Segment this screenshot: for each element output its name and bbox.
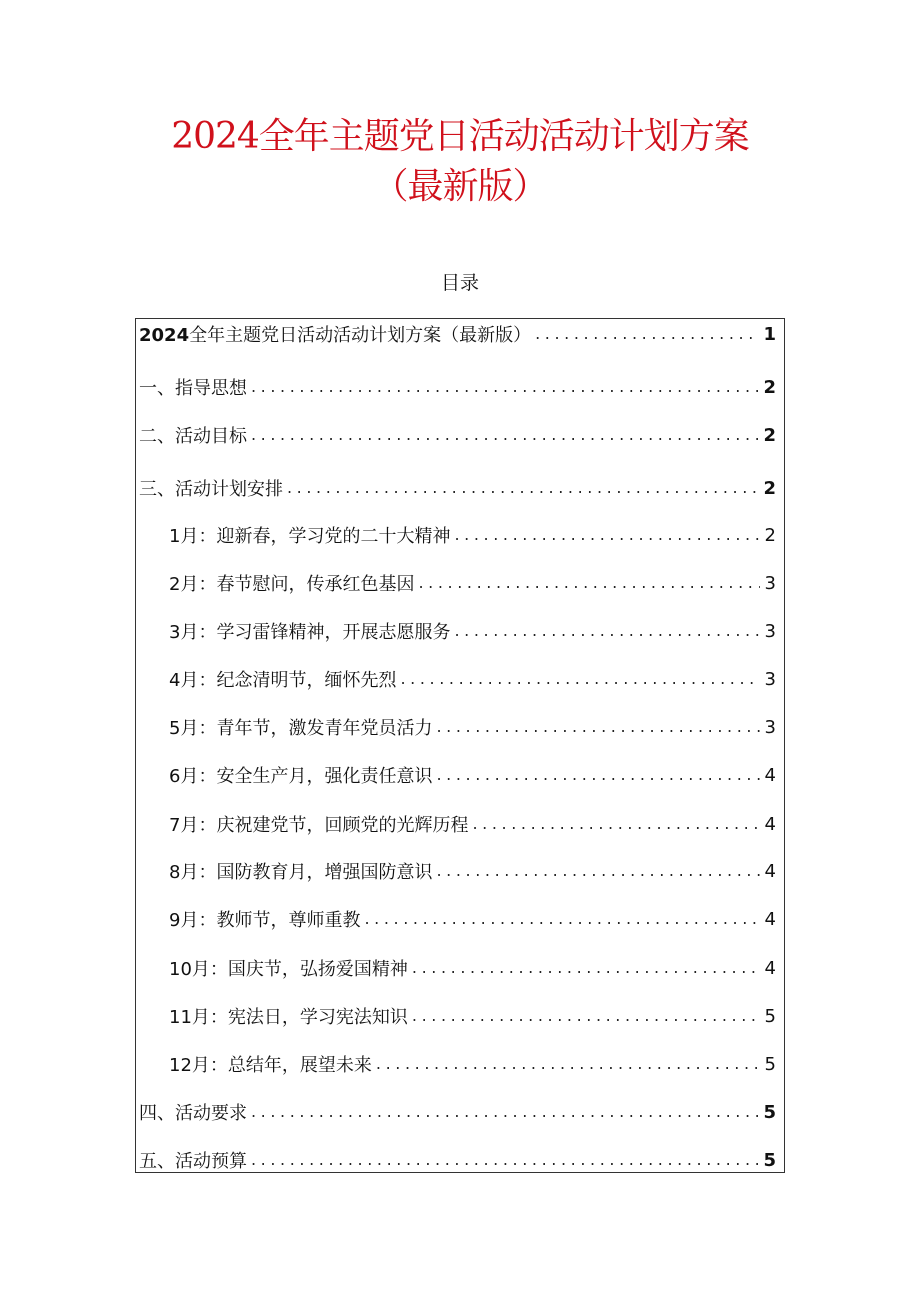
toc-entry-label: [169, 666, 396, 692]
toc-leader-dots: [364, 904, 760, 934]
toc-entry[interactable]: [169, 712, 776, 742]
toc-page-number: 3: [764, 620, 776, 642]
toc-leader-dots: [287, 473, 759, 503]
toc-entry-text: 三、活动计划安排: [139, 479, 283, 500]
toc-entry-label: [139, 422, 247, 448]
toc-entry[interactable]: [169, 760, 776, 790]
toc-entry-text: 1月：迎新春，学习党的二十大精神: [169, 526, 451, 547]
toc-entry-number: 2024: [139, 325, 190, 346]
toc-entry-label: [139, 321, 531, 347]
toc-page-number: 3: [764, 668, 776, 690]
toc-entry-text: 二、活动目标: [139, 426, 247, 447]
toc-entry[interactable]: [169, 520, 776, 550]
toc-leader-dots: [412, 953, 760, 983]
toc-entry-label: [169, 1051, 372, 1077]
toc-entry-text: 12月：总结年，展望未来: [169, 1055, 372, 1076]
toc-entry-text: 四、活动要求: [139, 1103, 247, 1124]
toc-entry-label: [169, 811, 468, 837]
toc-entry-label: [139, 1099, 247, 1125]
toc-entry[interactable]: [139, 473, 776, 503]
toc-entry-text: 3月：学习雷锋精神，开展志愿服务: [169, 622, 451, 643]
toc-entry[interactable]: [169, 809, 776, 839]
toc-page-number: 5: [764, 1053, 776, 1075]
toc-leader-dots: [251, 1097, 759, 1127]
toc-leader-dots: [251, 1145, 759, 1175]
toc-leader-dots: [251, 420, 759, 450]
toc-entry[interactable]: [139, 420, 776, 450]
document-title-suffix: （最新版）: [372, 166, 548, 207]
toc-entry-label: [169, 906, 360, 932]
toc-entry[interactable]: [169, 664, 776, 694]
toc-entry-label: [169, 1003, 408, 1029]
toc-entry-text: 7月：庆祝建党节，回顾党的光辉历程: [169, 815, 469, 836]
toc-entry-label: [169, 618, 450, 644]
toc-heading: 目录: [440, 272, 479, 294]
toc-leader-dots: [376, 1049, 760, 1079]
toc-leader-dots: [454, 520, 760, 550]
toc-entry[interactable]: [139, 1145, 776, 1175]
toc-leader-dots: [436, 856, 760, 886]
toc-page-number: 4: [764, 957, 776, 979]
table-of-contents: [135, 318, 785, 1173]
toc-page-number: 4: [764, 764, 776, 786]
toc-leader-dots: [436, 712, 760, 742]
toc-leader-dots: [400, 664, 760, 694]
toc-entry[interactable]: [169, 953, 776, 983]
toc-entry-label: [169, 762, 432, 788]
toc-page-number: 5: [763, 1101, 776, 1123]
toc-entry[interactable]: [169, 1049, 776, 1079]
toc-leader-dots: [436, 760, 760, 790]
toc-entry[interactable]: [139, 1097, 776, 1127]
toc-entry-text: 4月：纪念清明节，缅怀先烈: [169, 670, 397, 691]
toc-page-number: 4: [764, 813, 776, 835]
toc-entry-label: [169, 955, 408, 981]
toc-entry-text: 2月：春节慰问，传承红色基因: [169, 574, 415, 595]
toc-leader-dots: [472, 809, 760, 839]
toc-entry-text: 一、指导思想: [139, 378, 247, 399]
toc-page-number: 3: [764, 572, 776, 594]
document-title: 2024全年主题党日活动活动计划方案: [171, 116, 749, 157]
toc-entry-text: 10月：国庆节，弘扬爱国精神: [169, 959, 408, 980]
toc-entry-text: 11月：宪法日，学习宪法知识: [169, 1007, 408, 1028]
toc-entry-text: 全年主题党日活动活动计划方案（最新版）: [189, 325, 532, 346]
toc-page-number: 5: [763, 1149, 776, 1171]
toc-page-number: 2: [763, 477, 776, 499]
toc-entry[interactable]: [139, 319, 776, 349]
toc-entry[interactable]: [169, 568, 776, 598]
toc-leader-dots: [454, 616, 760, 646]
toc-page-number: 2: [764, 524, 776, 546]
toc-page-number: 1: [763, 323, 776, 345]
toc-page-number: 5: [764, 1005, 776, 1027]
toc-entry-label: [169, 858, 432, 884]
toc-leader-dots: [418, 568, 760, 598]
toc-leader-dots: [412, 1001, 760, 1031]
toc-entry-text: 8月：国防教育月，增强国防意识: [169, 862, 433, 883]
toc-entry-text: 9月：教师节，尊师重教: [169, 910, 361, 931]
toc-entry[interactable]: [169, 856, 776, 886]
toc-entry[interactable]: [169, 904, 776, 934]
toc-page-number: 3: [764, 716, 776, 738]
toc-page-number: 4: [764, 908, 776, 930]
toc-leader-dots: [535, 319, 759, 349]
toc-entry-text: 6月：安全生产月，强化责任意识: [169, 766, 433, 787]
toc-entry-label: [139, 475, 283, 501]
toc-entry-label: [139, 374, 247, 400]
toc-entry[interactable]: [139, 372, 776, 402]
toc-page-number: 2: [763, 424, 776, 446]
toc-entry-label: [169, 522, 450, 548]
toc-page-number: 4: [764, 860, 776, 882]
toc-entry-label: [169, 570, 414, 596]
toc-entry-label: [169, 714, 432, 740]
toc-entry-label: [139, 1147, 247, 1173]
toc-leader-dots: [251, 372, 759, 402]
toc-entry-text: 5月：青年节，激发青年党员活力: [169, 718, 433, 739]
toc-entry[interactable]: [169, 616, 776, 646]
toc-entry[interactable]: [169, 1001, 776, 1031]
toc-entry-text: 五、活动预算: [139, 1151, 247, 1172]
toc-page-number: 2: [763, 376, 776, 398]
